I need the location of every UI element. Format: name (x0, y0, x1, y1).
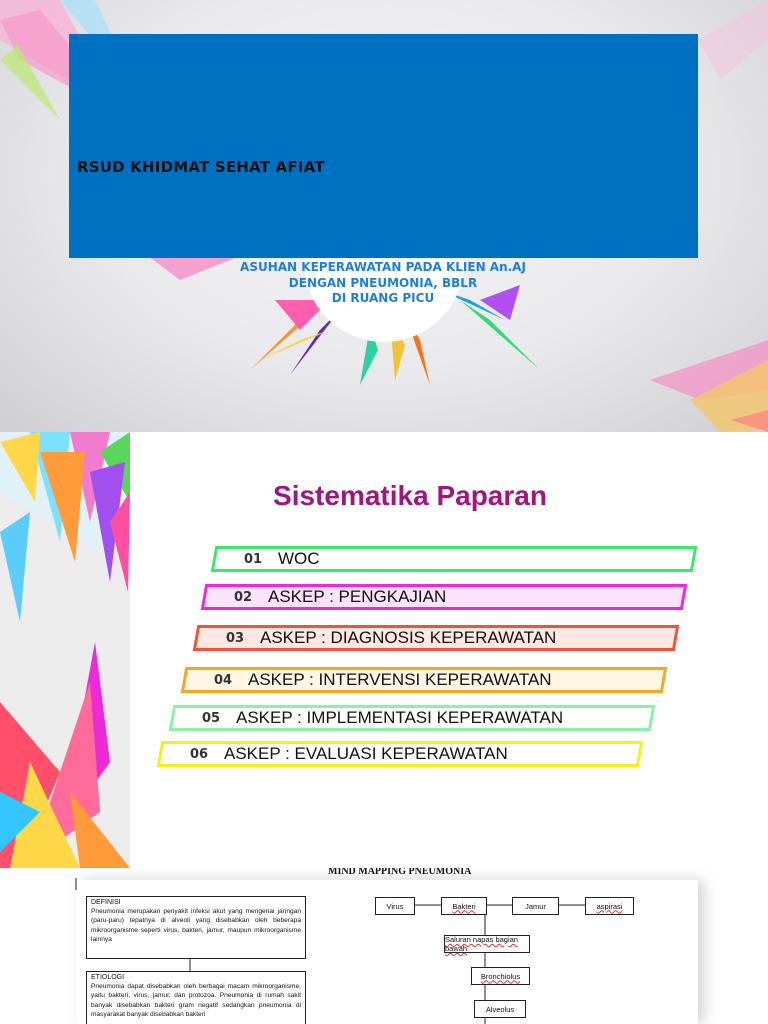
agenda-item-03[interactable] (193, 625, 680, 651)
cause-node-virus: Virus (375, 897, 415, 915)
agenda-label: ASKEP : DIAGNOSIS KEPERAWATAN (260, 628, 557, 647)
flow-node-alveolus: Alveolus (474, 1000, 526, 1018)
agenda-slide (0, 432, 768, 868)
agenda-number: 04 (214, 672, 233, 688)
cause-node-jamur: Jamur (512, 897, 559, 915)
etiology-box (86, 971, 306, 1024)
agenda-number: 06 (190, 746, 209, 762)
subtitle (230, 260, 536, 307)
agenda-number: 05 (202, 710, 221, 726)
definition-text: Pneumonia merupakan penyakit infeksi akut yang mengenai jaringan (paru-paru) tepatnya di alveoli yang disebabkan oleh beberapa mikroorganisme seperti virus, bakteri, jamur, maupun mikroorganisme lainnya (91, 908, 301, 943)
agenda-label: ASKEP : PENGKAJIAN (268, 587, 447, 606)
flow-node-saluran-napas: Saluran napas bagian bawah (444, 935, 530, 953)
agenda-label: WOC (278, 549, 320, 568)
agenda-title: Sistematika Paparan (273, 480, 547, 511)
agenda-number: 01 (244, 551, 263, 567)
organization-name: RSUD KHIDMAT SEHAT AFIAT (77, 158, 325, 176)
agenda-item-05[interactable] (169, 705, 656, 731)
definition-heading: DEFINISI (91, 899, 121, 906)
agenda-item-06[interactable] (157, 741, 644, 767)
agenda-label: ASKEP : EVALUASI KEPERAWATAN (224, 744, 508, 763)
agenda-label: ASKEP : INTERVENSI KEPERAWATAN (248, 670, 552, 689)
agenda-number: 03 (226, 630, 245, 646)
agenda-number: 02 (234, 589, 253, 605)
etiology-text: Pneumonia dapat disebabkan oleh berbagai macam mikroorganisme, yaitu bakteri, virus, jamur, dan protozoa. Pneumonia di rumah sakit banyak disebabkan bakteri gram negatif sedangkan pneumonia di masyarakat banyak disebabkan bakteri (91, 983, 301, 1018)
agenda-item-01[interactable] (211, 546, 698, 572)
agenda-item-04[interactable] (181, 667, 668, 693)
agenda-label: ASKEP : IMPLEMENTASI KEPERAWATAN (236, 708, 564, 727)
title-slide (0, 0, 768, 432)
definition-box (86, 896, 306, 959)
agenda-item-02[interactable] (201, 584, 688, 610)
subtitle-line: ASUHAN KEPERAWATAN PADA KLIEN An.AJ (240, 260, 526, 274)
mind-map-slide (0, 868, 768, 1024)
etiology-heading: ETIOLOGI (91, 974, 125, 981)
title-box (69, 34, 698, 258)
mind-map-title: MIND MAPPING PNEUMONIA (328, 868, 472, 877)
subtitle-line: DI RUANG PICU (331, 291, 435, 305)
flow-node-bronchiolus: Bronchiolus (471, 967, 530, 985)
cause-node-bakteri: Bakteri (441, 897, 487, 915)
cause-node-aspirasi: aspirasi (585, 897, 634, 915)
subtitle-line: DENGAN PNEUMONIA, BBLR (288, 275, 478, 290)
